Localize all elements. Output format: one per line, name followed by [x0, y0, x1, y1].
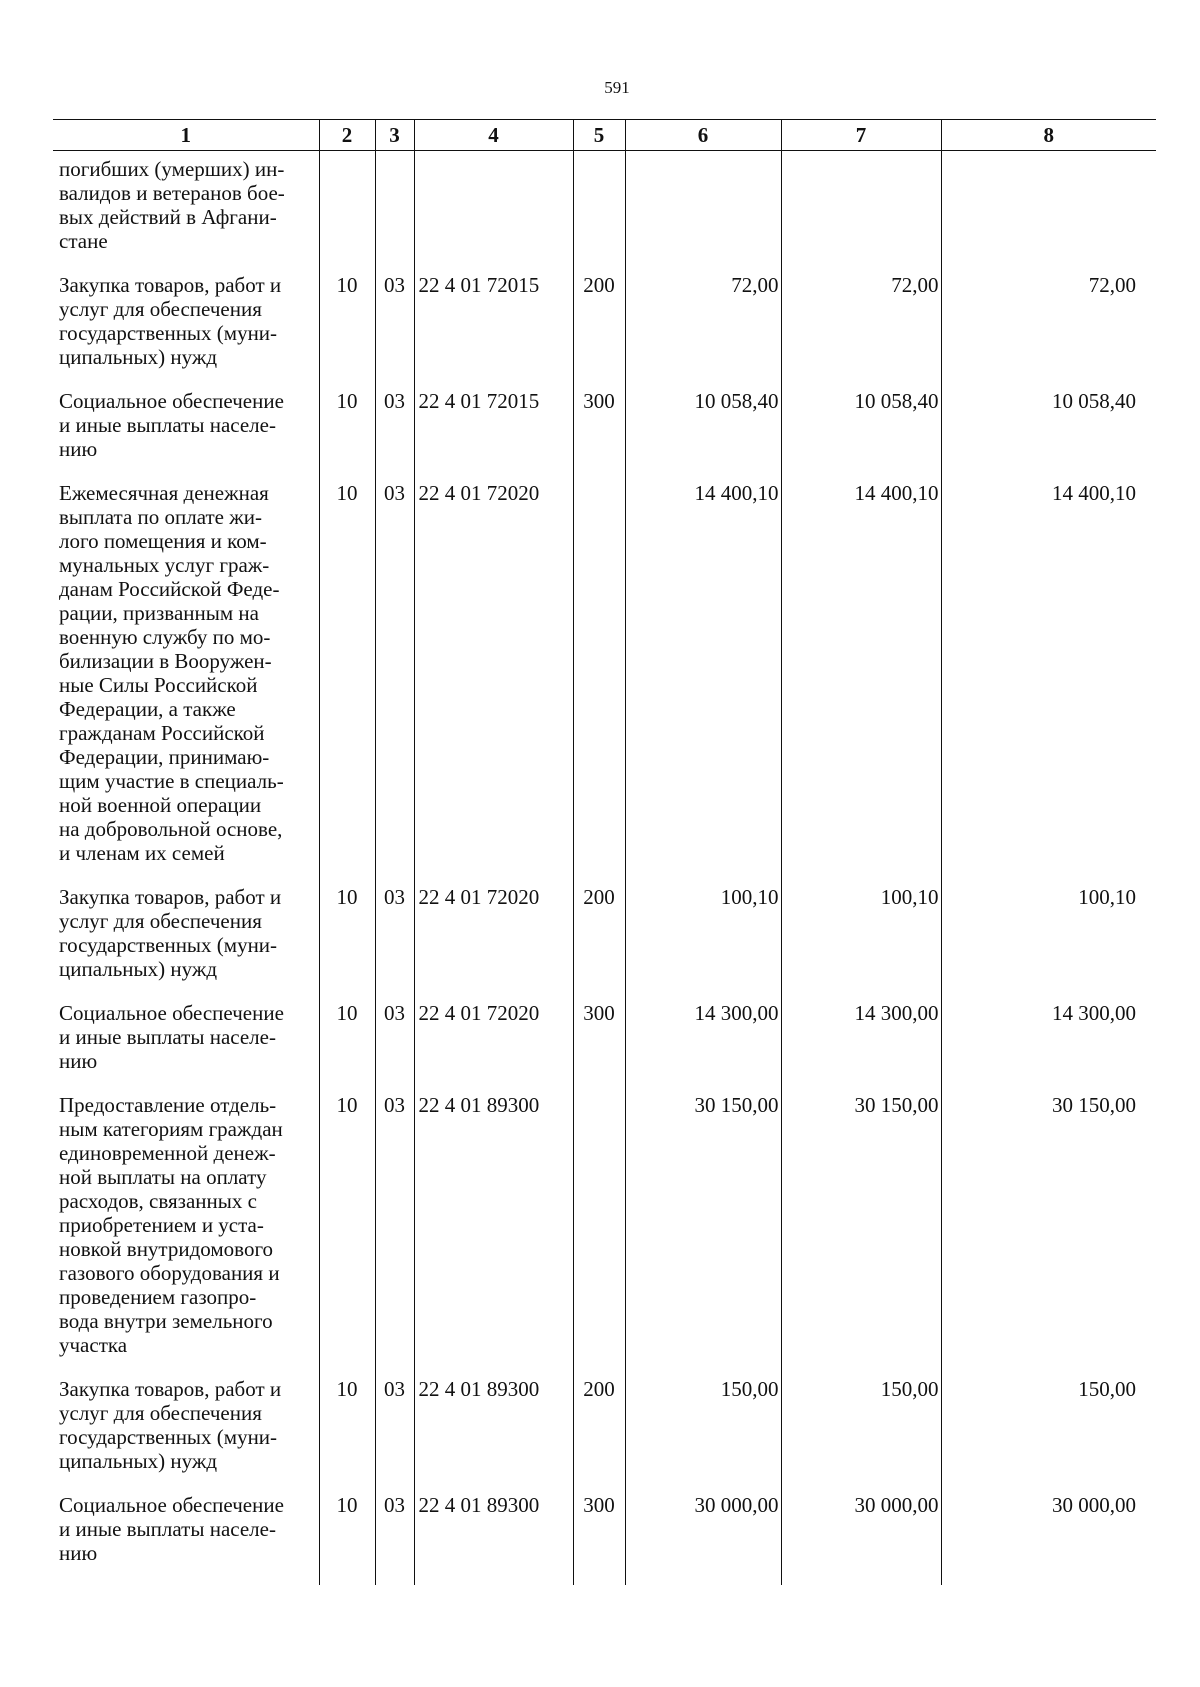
column-header-8: 8	[941, 120, 1156, 151]
row-target-article	[414, 151, 573, 274]
column-header-5: 5	[573, 120, 625, 151]
row-target-article: 22 4 01 89300	[414, 1093, 573, 1377]
row-expense-type: 300	[573, 389, 625, 481]
column-header-7: 7	[781, 120, 941, 151]
row-amount-year2: 14 400,10	[781, 481, 941, 885]
table-row	[53, 1093, 1156, 1377]
row-amount-year2: 10 058,40	[781, 389, 941, 481]
row-subsection: 03	[375, 885, 414, 1001]
row-section: 10	[319, 885, 375, 1001]
row-target-article: 22 4 01 72015	[414, 389, 573, 481]
row-target-article: 22 4 01 72015	[414, 273, 573, 389]
table-row	[53, 273, 1156, 389]
row-expense-type	[573, 151, 625, 274]
row-expense-type: 200	[573, 273, 625, 389]
row-subsection: 03	[375, 1093, 414, 1377]
table-row	[53, 1377, 1156, 1493]
column-header-3: 3	[375, 120, 414, 151]
row-subsection: 03	[375, 1001, 414, 1093]
row-amount-year1: 100,10	[625, 885, 781, 1001]
row-expense-type: 200	[573, 1377, 625, 1493]
column-header-2: 2	[319, 120, 375, 151]
column-header-1: 1	[53, 120, 319, 151]
row-name: Закупка товаров, работ и услуг для обеспечения государственных (муни- ципальных) нужд	[59, 885, 282, 981]
row-name: Предоставление отдель- ным категориям граждан единовременной денеж- ной выплаты на оплату расходов, связанных с приобретением и уста- новкой внутридомового газового оборудования и проведением газопро- вода внутри земельного участка	[59, 1093, 283, 1357]
row-name: Социальное обеспечение и иные выплаты населе- нию	[59, 1001, 284, 1073]
table-row	[53, 151, 1156, 274]
row-amount-year2: 30 150,00	[781, 1093, 941, 1377]
row-section: 10	[319, 389, 375, 481]
row-amount-year3: 14 300,00	[941, 1001, 1156, 1093]
row-name: Социальное обеспечение и иные выплаты населе- нию	[59, 1493, 284, 1565]
row-subsection	[375, 151, 414, 274]
row-amount-year1: 30 150,00	[625, 1093, 781, 1377]
row-expense-type: 300	[573, 1493, 625, 1585]
row-section: 10	[319, 1493, 375, 1585]
table-header-row	[53, 120, 1156, 151]
row-name: Закупка товаров, работ и услуг для обеспечения государственных (муни- ципальных) нужд	[59, 1377, 282, 1473]
row-amount-year1: 30 000,00	[625, 1493, 781, 1585]
table-row	[53, 1001, 1156, 1093]
budget-table	[53, 119, 1156, 1585]
row-target-article: 22 4 01 72020	[414, 885, 573, 1001]
row-subsection: 03	[375, 273, 414, 389]
row-subsection: 03	[375, 389, 414, 481]
row-name: Социальное обеспечение и иные выплаты населе- нию	[59, 389, 284, 461]
row-amount-year3: 100,10	[941, 885, 1156, 1001]
row-section: 10	[319, 273, 375, 389]
row-section: 10	[319, 1001, 375, 1093]
row-name: погибших (умерших) ин- валидов и ветеранов бое- вых действий в Афгани- стане	[59, 157, 285, 253]
row-subsection: 03	[375, 1377, 414, 1493]
row-amount-year2: 30 000,00	[781, 1493, 941, 1585]
row-expense-type	[573, 1093, 625, 1377]
row-amount-year1: 14 400,10	[625, 481, 781, 885]
row-amount-year1: 72,00	[625, 273, 781, 389]
table-row	[53, 885, 1156, 1001]
row-target-article: 22 4 01 72020	[414, 481, 573, 885]
row-section: 10	[319, 1377, 375, 1493]
row-amount-year1: 10 058,40	[625, 389, 781, 481]
row-expense-type: 200	[573, 885, 625, 1001]
row-amount-year3: 72,00	[941, 273, 1156, 389]
row-section: 10	[319, 1093, 375, 1377]
row-amount-year3: 14 400,10	[941, 481, 1156, 885]
row-amount-year2: 150,00	[781, 1377, 941, 1493]
table-row	[53, 389, 1156, 481]
row-amount-year2: 100,10	[781, 885, 941, 1001]
row-amount-year3: 150,00	[941, 1377, 1156, 1493]
row-amount-year2	[781, 151, 941, 274]
row-name: Ежемесячная денежная выплата по оплате жи- лого помещения и ком- мунальных услуг граж- данам Российской Феде- рации, призванным на военную службу по мо- билизации в Вооружен- ные Силы Российской Федерации, а также гражданам Российской Федерации, принимаю- щим участие в специаль- ной военной операции на добровольной основе, и членам их семей	[59, 481, 284, 865]
row-amount-year1: 14 300,00	[625, 1001, 781, 1093]
row-amount-year3: 30 150,00	[941, 1093, 1156, 1377]
column-header-4: 4	[414, 120, 573, 151]
row-section	[319, 151, 375, 274]
row-amount-year1	[625, 151, 781, 274]
row-amount-year3	[941, 151, 1156, 274]
row-subsection: 03	[375, 481, 414, 885]
table-row	[53, 1493, 1156, 1585]
row-amount-year3: 30 000,00	[941, 1493, 1156, 1585]
page-number: 591	[604, 78, 630, 97]
row-expense-type	[573, 481, 625, 885]
row-target-article: 22 4 01 72020	[414, 1001, 573, 1093]
row-expense-type: 300	[573, 1001, 625, 1093]
row-target-article: 22 4 01 89300	[414, 1493, 573, 1585]
row-amount-year2: 72,00	[781, 273, 941, 389]
row-section: 10	[319, 481, 375, 885]
row-amount-year1: 150,00	[625, 1377, 781, 1493]
row-name: Закупка товаров, работ и услуг для обеспечения государственных (муни- ципальных) нужд	[59, 273, 282, 369]
row-amount-year2: 14 300,00	[781, 1001, 941, 1093]
row-subsection: 03	[375, 1493, 414, 1585]
row-amount-year3: 10 058,40	[941, 389, 1156, 481]
column-header-6: 6	[625, 120, 781, 151]
row-target-article: 22 4 01 89300	[414, 1377, 573, 1493]
table-row	[53, 481, 1156, 885]
